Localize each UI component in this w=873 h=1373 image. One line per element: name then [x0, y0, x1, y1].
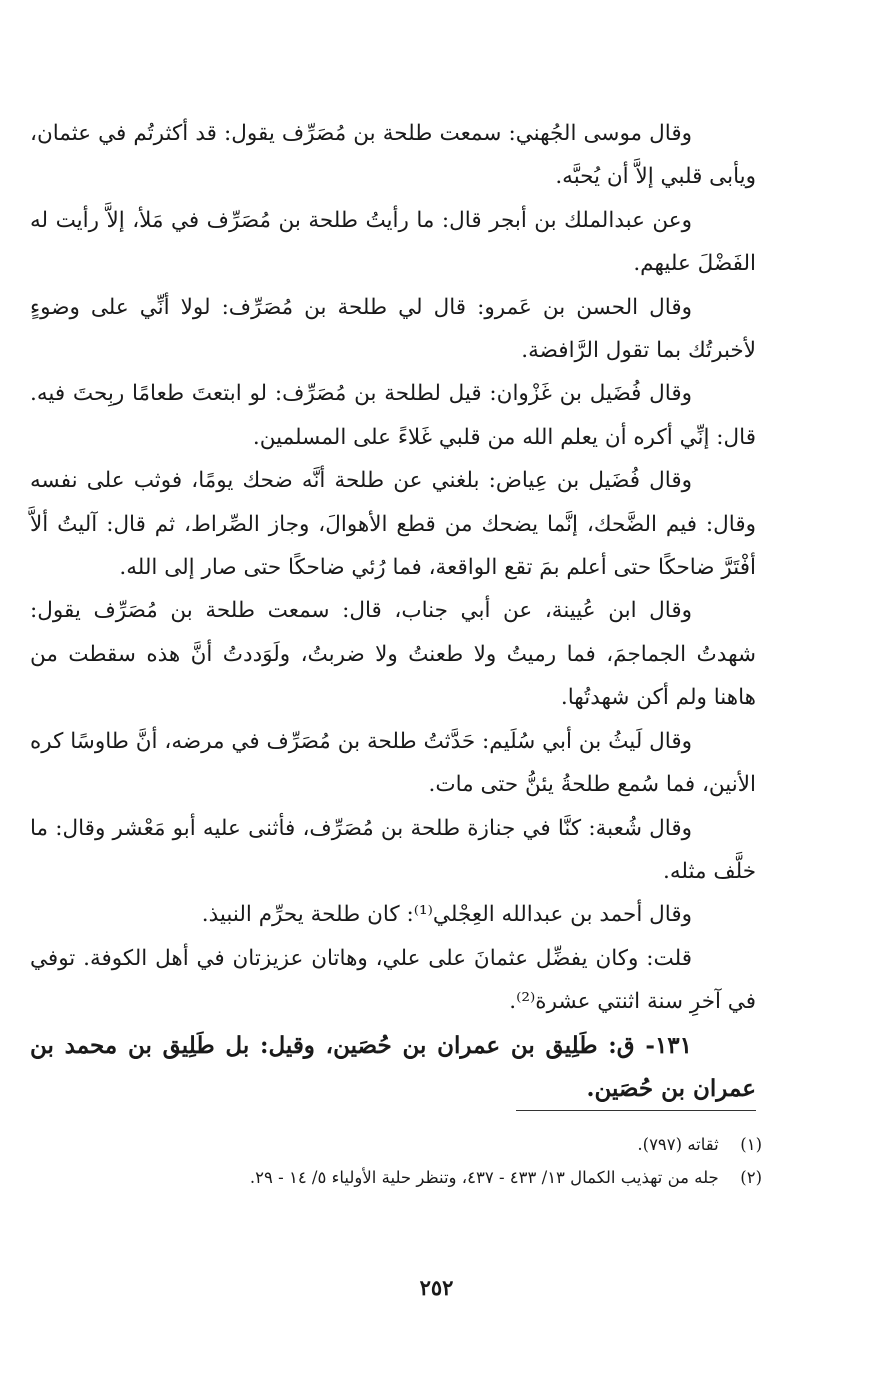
paragraph-fudayl-ghazwan: وقال فُضَيل بن غَزْوان: قيل لطلحة بن مُصَرِّف: لو ابتعتَ طعامًا ربِحتَ فيه. قال: إنِّي أكره أن يعلم الله من قلبي غَلاءً على المسلمين. — [30, 381, 756, 450]
footnote-text: ثقاته (٧٩٧). — [637, 1135, 719, 1154]
paragraph-layth-sulaym: وقال لَيثُ بن أبي سُلَيم: حَدَّثتُ طلحة بن مُصَرِّف في مرضه، أنَّ طاوسًا كره الأنين، فما سُمع طلحةُ يئنُّ حتى مات. — [30, 728, 756, 798]
paragraph-fudayl-iyad: وقال فُضَيل بن عِياض: بلغني عن طلحة أنَّه ضحك يومًا، فوثب على نفسه وقال: فيم الضَّحك، إنَّما يضحك من قطع الأهوالَ، وجاز الصِّراط، ثم قال: آليتُ ألاَّ أفْتَرَّ ضاحكًا حتى أعلم بمَ تقع الواقعة، فما رُئي ضاحكًا حتى صار إلى الله. — [30, 468, 756, 581]
footnote-1 — [60, 1128, 762, 1161]
entry-heading-131: ١٣١- ق: طَلِيق بن عمران بن حُصَين، وقيل: بل طَلِيق بن محمد بن عمران بن حُصَين. — [30, 1031, 756, 1102]
footnote-text: جله من تهذيب الكمال ١٣/ ٤٣٣ - ٤٣٧، وتنظر حلية الأولياء ٥/ ١٤ - ٢٩. — [249, 1168, 719, 1187]
footnotes — [60, 1128, 762, 1194]
paragraph-musa-juhani: وقال موسى الجُهني: سمعت طلحة بن مُصَرِّف يقول: قد أكثرتُم في عثمان، ويأبى قلبي إلاَّ أن يُحبَّه. — [30, 121, 756, 190]
page-number: ٢٥٢ — [419, 1275, 454, 1300]
paragraph-abdulmalik-abjar: وعن عبدالملك بن أبجر قال: ما رأيتُ طلحة بن مُصَرِّف في مَلأ، إلاَّ رأيت له الفَضْلَ عليهم. — [30, 207, 756, 277]
footnote-marker: (٢) — [740, 1168, 762, 1187]
paragraph-ahmad-ijli: وقال أحمد بن عبدالله العِجْلي⁽¹⁾: كان طلحة يحرِّم النبيذ. — [201, 902, 692, 928]
footnote-marker: (١) — [740, 1135, 762, 1154]
footnote-divider — [516, 1110, 756, 1111]
footnote-2 — [60, 1161, 762, 1194]
paragraph-hasan-amr: وقال الحسن بن عَمرو: قال لي طلحة بن مُصَرِّف: لولا أنِّي على وضوءٍ لأخبرتُك بما تقول الرَّافضة. — [30, 294, 756, 364]
paragraph-author-note: قلت: وكان يفضِّل عثمانَ على علي، وهاتان عزيزتان في أهل الكوفة. توفي في آخرِ سنة اثنتي عشرة⁽²⁾. — [30, 945, 756, 1015]
paragraph-ibn-uyayna: وقال ابن عُيينة، عن أبي جناب، قال: سمعت طلحة بن مُصَرِّف يقول: شهدتُ الجماجمَ، فما رميتُ ولا طعنتُ ولا ضربتُ، ولَوَددتُ أنَّ هذه سقطت من هاهنا ولم أكن شهدتُها. — [30, 598, 756, 711]
main-text — [30, 112, 756, 1110]
paragraph-shuba: وقال شُعبة: كنَّا في جنازة طلحة بن مُصَرِّف، فأثنى عليه أبو مَعْشر وقال: ما خلَّف مثله. — [30, 815, 756, 884]
